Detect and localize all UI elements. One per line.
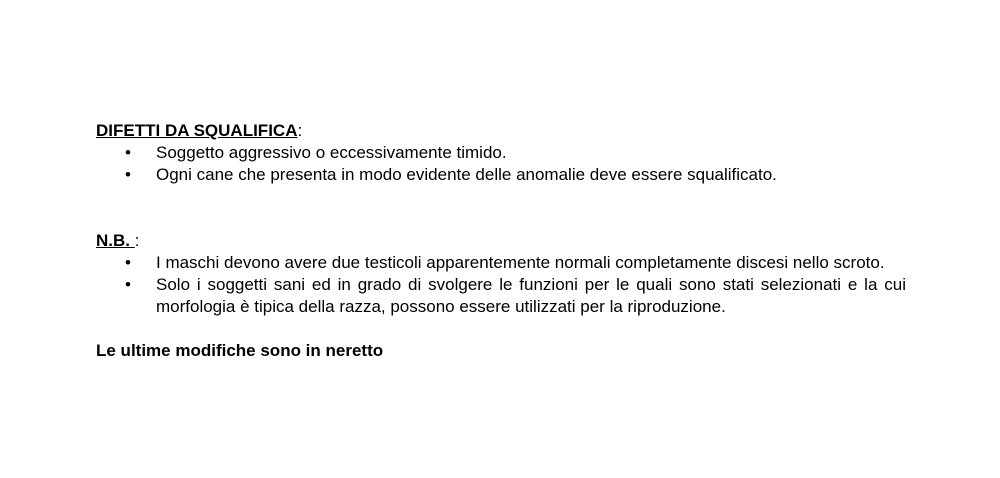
list-item [96, 274, 906, 318]
bullet-icon: • [125, 275, 131, 294]
list-item-text: Ogni cane che presenta in modo evidente delle anomalie deve essere squalificato. [156, 165, 777, 184]
list-item [96, 164, 906, 186]
section-spacer [96, 186, 906, 230]
list-item [96, 252, 906, 274]
nb-heading-text: N.B. [96, 231, 135, 250]
disqualifying-heading-text: DIFETTI DA SQUALIFICA [96, 121, 298, 140]
bullet-icon: • [125, 165, 131, 184]
section-spacer [96, 318, 906, 340]
disqualifying-heading-colon: : [297, 121, 303, 140]
bullet-icon: • [125, 143, 131, 162]
disqualifying-list [96, 142, 906, 186]
bullet-icon: • [125, 253, 131, 272]
list-item-text: I maschi devono avere due testicoli apparentemente normali completamente discesi nello scroto. [156, 253, 885, 272]
document-page [96, 120, 906, 362]
nb-heading-colon: : [134, 231, 140, 250]
disqualifying-section-heading [96, 120, 906, 142]
footer-note: Le ultime modifiche sono in neretto [96, 341, 384, 360]
list-item-text: Soggetto aggressivo o eccessivamente timido. [156, 143, 507, 162]
nb-list [96, 252, 906, 318]
list-item-text: Solo i soggetti sani ed in grado di svolgere le funzioni per le quali sono stati selezionati e la cui morfologia è tipica della razza, possono essere utilizzati per la riproduzione. [156, 275, 906, 316]
list-item [96, 142, 906, 164]
nb-section-heading [96, 230, 906, 252]
